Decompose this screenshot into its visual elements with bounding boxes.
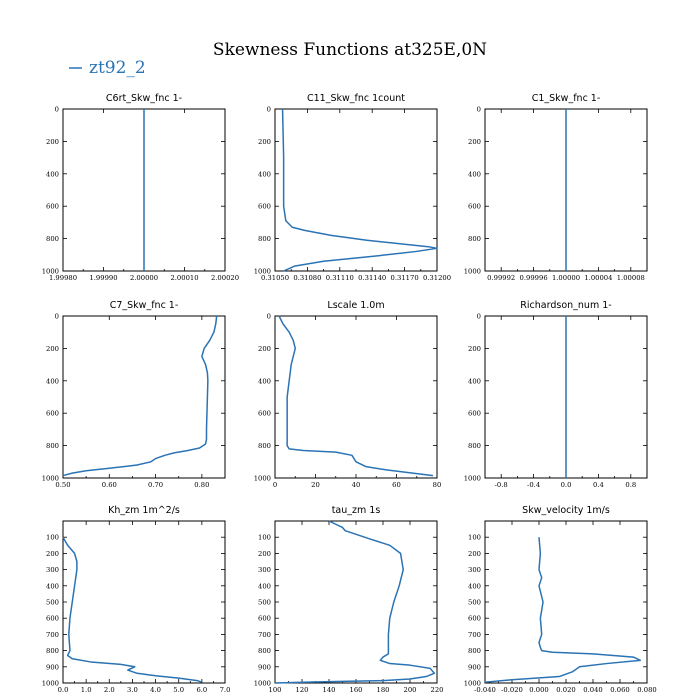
y-tick-label: 200	[468, 344, 481, 353]
panel-title: Lscale 1.0m	[327, 300, 385, 311]
y-tick-label: 200	[46, 137, 59, 146]
x-tick-label: 220	[430, 686, 444, 694]
y-tick-label: 700	[258, 630, 271, 639]
x-tick-label: 0.99992	[487, 274, 516, 282]
figure-title: Skewness Functions at325E,0N	[212, 40, 488, 60]
x-tick-label: 1.99990	[89, 274, 118, 282]
x-tick-label: 0.060	[610, 686, 630, 694]
y-tick-label: 200	[468, 549, 481, 558]
panel-title: Kh_zm 1m^2/s	[108, 505, 180, 516]
y-tick-label: 100	[258, 533, 271, 542]
series-line-1	[275, 521, 434, 683]
panel-title: C11_Skw_fnc 1count	[307, 93, 405, 104]
x-tick-label: 1.00008	[616, 274, 645, 282]
y-tick-label: 900	[468, 663, 481, 672]
y-tick-label: 700	[468, 630, 481, 639]
y-tick-label: 0	[476, 312, 481, 321]
plot-frame	[63, 316, 225, 478]
y-tick-label: 700	[46, 630, 59, 639]
y-tick-label: 800	[258, 235, 271, 244]
x-tick-label: 1.99980	[48, 274, 78, 282]
x-tick-label: 4.0	[150, 686, 161, 694]
y-tick-label: 0	[266, 312, 271, 321]
x-tick-label: 0.31110	[325, 274, 354, 282]
y-tick-label: 400	[46, 170, 59, 179]
plot-frame	[275, 316, 437, 478]
x-tick-label: 100	[268, 686, 282, 694]
y-tick-label: 1000	[463, 679, 481, 688]
y-tick-label: 400	[258, 377, 271, 386]
x-tick-label: 0.080	[637, 686, 657, 694]
x-tick-label: 0.31200	[422, 274, 452, 282]
panel-5	[254, 300, 442, 489]
x-tick-label: 2.00010	[170, 274, 199, 282]
y-tick-label: 0	[266, 105, 271, 114]
plot-frame	[275, 521, 437, 683]
plot-frame	[485, 521, 647, 683]
panel-title: Skw_velocity 1m/s	[522, 505, 610, 516]
y-tick-label: 300	[46, 566, 59, 575]
x-tick-label: 1.00000	[551, 274, 581, 282]
plot-frame	[275, 109, 437, 271]
x-tick-label: 140	[322, 686, 336, 694]
y-tick-label: 600	[468, 614, 481, 623]
y-tick-label: 0	[54, 105, 59, 114]
y-tick-label: 1000	[41, 679, 59, 688]
y-tick-label: 600	[46, 614, 59, 623]
y-tick-label: 200	[258, 344, 271, 353]
y-tick-label: 100	[46, 533, 59, 542]
y-tick-label: 500	[46, 598, 59, 607]
y-tick-label: 900	[46, 663, 59, 672]
x-tick-label: 0.60	[101, 481, 117, 489]
y-tick-label: 800	[46, 442, 59, 451]
x-tick-label: 0.31140	[358, 274, 387, 282]
y-tick-label: 800	[46, 647, 59, 656]
panel-2	[254, 93, 451, 282]
x-tick-label: 40	[351, 481, 361, 489]
panel-1	[42, 93, 239, 282]
x-tick-label: 160	[349, 686, 363, 694]
x-tick-label: -0.040	[474, 686, 496, 694]
panel-title: C7_Skw_fnc 1-	[109, 300, 179, 311]
y-tick-label: 200	[46, 549, 59, 558]
y-tick-label: 800	[258, 442, 271, 451]
panel-title: C6rt_Skw_fnc 1-	[105, 93, 183, 104]
x-tick-label: 0.31080	[293, 274, 322, 282]
y-tick-label: 600	[258, 614, 271, 623]
x-tick-label: 0.4	[592, 481, 604, 489]
x-tick-label: 2.00020	[210, 274, 240, 282]
x-tick-label: 0.020	[556, 686, 576, 694]
y-tick-label: 300	[258, 566, 271, 575]
y-tick-label: 800	[258, 647, 271, 656]
panel-7	[42, 505, 231, 694]
x-tick-label: 120	[295, 686, 309, 694]
y-tick-label: 1000	[253, 679, 271, 688]
x-tick-label: 3.0	[127, 686, 138, 694]
x-tick-label: 6.0	[196, 686, 208, 694]
panel-title: C1_Skw_fnc 1-	[531, 93, 601, 104]
y-tick-label: 1000	[463, 474, 481, 483]
series-line-1	[279, 316, 433, 476]
x-tick-label: 200	[403, 686, 417, 694]
x-tick-label: 180	[376, 686, 390, 694]
y-tick-label: 1000	[41, 474, 59, 483]
x-tick-label: 7.0	[219, 686, 231, 694]
y-tick-label: 100	[468, 533, 481, 542]
x-tick-label: 0.70	[148, 481, 164, 489]
x-tick-label: 0.8	[625, 481, 637, 489]
y-tick-label: 400	[468, 377, 481, 386]
y-tick-label: 400	[468, 170, 481, 179]
y-tick-label: 800	[46, 235, 59, 244]
y-tick-label: 800	[468, 647, 481, 656]
x-tick-label: 0.040	[583, 686, 603, 694]
y-tick-label: 600	[258, 202, 271, 211]
y-tick-label: 400	[258, 170, 271, 179]
x-tick-label: -0.8	[494, 481, 508, 489]
panels-grid	[42, 93, 657, 694]
series-line-1	[63, 316, 217, 476]
x-tick-label: 0.31050	[260, 274, 290, 282]
plot-frame	[63, 521, 225, 683]
y-tick-label: 1000	[41, 267, 59, 276]
x-tick-label: 0.0	[57, 686, 69, 694]
panel-title: Richardson_num 1-	[520, 300, 612, 311]
y-tick-label: 1000	[253, 474, 271, 483]
y-tick-label: 600	[46, 202, 59, 211]
panel-9	[464, 505, 657, 694]
y-tick-label: 1000	[253, 267, 271, 276]
y-tick-label: 800	[468, 442, 481, 451]
panel-title: tau_zm 1s	[331, 505, 381, 516]
y-tick-label: 400	[46, 377, 59, 386]
panel-6	[464, 300, 647, 489]
y-tick-label: 800	[468, 235, 481, 244]
y-tick-label: 200	[468, 137, 481, 146]
series-line-1	[63, 537, 202, 682]
x-tick-label: 0.31170	[390, 274, 419, 282]
x-tick-label: 0.50	[55, 481, 71, 489]
x-tick-label: 2.0	[103, 686, 115, 694]
x-tick-label: 20	[311, 481, 320, 489]
y-tick-label: 0	[476, 105, 481, 114]
y-tick-label: 600	[258, 409, 271, 418]
x-tick-label: 5.0	[173, 686, 185, 694]
x-tick-label: 1.0	[80, 686, 92, 694]
y-tick-label: 600	[46, 409, 59, 418]
y-tick-label: 200	[46, 344, 59, 353]
y-tick-label: 900	[258, 663, 271, 672]
panel-3	[464, 93, 647, 282]
x-tick-label: 1.00004	[584, 274, 613, 282]
y-tick-label: 500	[258, 598, 271, 607]
x-tick-label: 0.000	[529, 686, 549, 694]
y-tick-label: 400	[258, 582, 271, 591]
y-tick-label: 600	[468, 202, 481, 211]
y-tick-label: 400	[468, 582, 481, 591]
panel-4	[42, 300, 225, 489]
panel-8	[254, 505, 444, 694]
x-tick-label: 0.99996	[519, 274, 548, 282]
y-tick-label: 600	[468, 409, 481, 418]
y-tick-label: 500	[468, 598, 481, 607]
series-line-1	[283, 109, 437, 271]
y-tick-label: 400	[46, 582, 59, 591]
x-tick-label: -0.4	[527, 481, 541, 489]
x-tick-label: 80	[432, 481, 442, 489]
x-tick-label: 60	[392, 481, 401, 489]
series-line-1	[485, 537, 640, 682]
y-tick-label: 1000	[463, 267, 481, 276]
x-tick-label: 0.80	[194, 481, 210, 489]
y-tick-label: 0	[54, 312, 59, 321]
y-tick-label: 300	[468, 566, 481, 575]
legend-label: zt92_2	[89, 58, 146, 78]
x-tick-label: -0.020	[501, 686, 523, 694]
x-tick-label: 0.0	[560, 481, 572, 489]
x-tick-label: 0	[272, 481, 278, 489]
y-tick-label: 200	[258, 137, 271, 146]
x-tick-label: 2.00000	[129, 274, 159, 282]
y-tick-label: 200	[258, 549, 271, 558]
